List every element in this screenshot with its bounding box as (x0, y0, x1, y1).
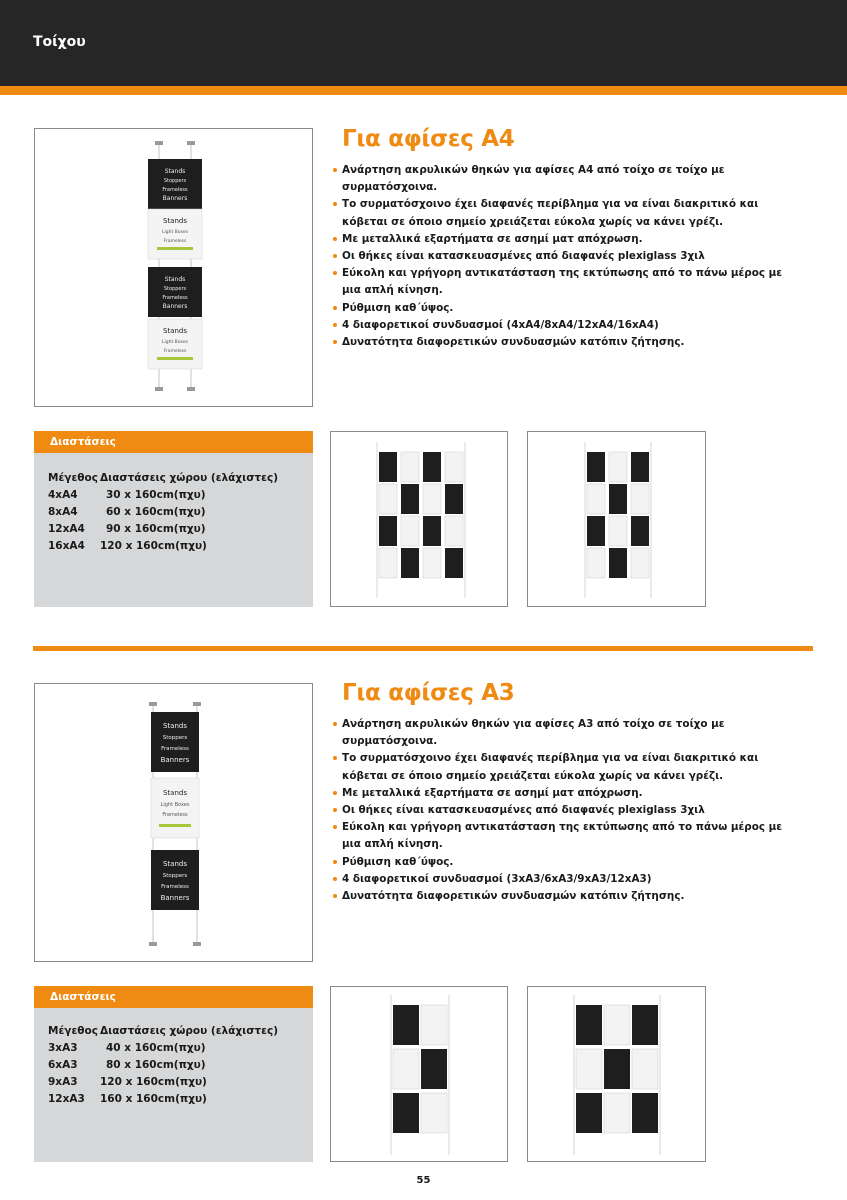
list-item: Εύκολη και γρήγορη αντικατάσταση της εκτύπωσης από το πάνω μέρος με μια απλή κίνηση. (333, 819, 803, 853)
list-item: Ανάρτηση ακρυλικών θηκών για αφίσες Α3 από τοίχο σε τοίχο με συρματόσχοινα. (333, 716, 803, 750)
list-item: Με μεταλλικά εξαρτήματα σε ασημί ματ απόχρωση. (333, 785, 803, 802)
list-item: Το συρματόσχοινο έχει διαφανές περίβλημα για να είναι διακριτικό και κόβεται σε όποιο σημείο χρειάζεται εύκολα χωρίς να κάνει γρέζι. (333, 750, 803, 784)
size-cell: 12xA4 (48, 523, 85, 536)
table-row (48, 1074, 278, 1091)
space-cell: 160 x 160cm(πχυ) (100, 1093, 207, 1106)
table-row (48, 503, 278, 520)
list-item: Ρύθμιση καθ΄ύψος. (333, 300, 803, 317)
svg-text:Banners: Banners (162, 195, 188, 202)
a3-main-product-photo (34, 683, 313, 962)
poster-dark-a3-2 (151, 850, 199, 910)
a3-grid-display-photo-1 (330, 986, 508, 1162)
svg-text:Frameless: Frameless (162, 812, 188, 818)
a3-feature-list (333, 716, 803, 905)
svg-text:Frameless: Frameless (161, 884, 189, 890)
a4-dimensions-title: Διαστάσεις (34, 431, 313, 453)
a3-heading: Για αφίσες Α3 (342, 680, 515, 706)
section-divider (33, 646, 813, 651)
size-cell: 3xA3 (48, 1041, 78, 1054)
svg-text:Light Boxes: Light Boxes (161, 340, 189, 345)
space-cell: 80 x 160cm(πχυ) (106, 1058, 206, 1071)
table-row (48, 521, 278, 538)
page-number: 55 (416, 1175, 431, 1186)
svg-text:Stands: Stands (162, 722, 188, 730)
table-header-row (48, 469, 278, 486)
list-item: Οι θήκες είναι κατασκευασμένες από διαφανές plexiglass 3χιλ (333, 248, 803, 265)
a3-grid-display-photo-2 (527, 986, 706, 1162)
svg-text:Stands: Stands (162, 789, 188, 797)
svg-text:Frameless: Frameless (163, 349, 187, 354)
size-cell: 12xA3 (48, 1093, 85, 1106)
list-item: 4 διαφορετικοί συνδυασμοί (4xA4/8xA4/12xA4/16xA4) (333, 317, 803, 334)
svg-text:Stoppers: Stoppers (163, 286, 187, 292)
column-header-space: Διαστάσεις χώρου (ελάχιστες) (100, 1024, 279, 1037)
svg-text:Stands: Stands (162, 327, 188, 335)
a3-dimensions-table (48, 1022, 278, 1108)
table-row (48, 1056, 278, 1073)
poster-light-2 (148, 319, 202, 369)
a4-grid-display-photo-1 (330, 431, 508, 607)
svg-text:Frameless: Frameless (162, 187, 188, 193)
table-header-row (48, 1022, 278, 1039)
list-item: Το συρματόσχοινο έχει διαφανές περίβλημα για να είναι διακριτικό και κόβεται σε όποιο σημείο χρειάζεται εύκολα χωρίς να κάνει γρέζι. (333, 196, 803, 230)
column-header-size: Μέγεθος (48, 471, 98, 484)
svg-text:Stoppers: Stoppers (163, 178, 187, 184)
poster-light-a3 (151, 778, 199, 838)
poster-light-1 (148, 209, 202, 259)
a3-dimensions-panel (34, 986, 313, 1162)
list-item: Ρύθμιση καθ΄ύψος. (333, 854, 803, 871)
poster-dark-1 (148, 159, 202, 209)
list-item: Ανάρτηση ακρυλικών θηκών για αφίσες Α4 από τοίχο σε τοίχο με συρματόσχοινα. (333, 162, 803, 196)
poster-dark-2 (148, 267, 202, 317)
svg-text:Stoppers: Stoppers (162, 873, 188, 879)
a3-single-column-display (35, 684, 313, 962)
size-cell: 4xA4 (48, 488, 78, 501)
list-item: Οι θήκες είναι κατασκευασμένες από διαφανές plexiglass 3χιλ (333, 802, 803, 819)
svg-text:Stoppers: Stoppers (162, 735, 188, 741)
list-item: 4 διαφορετικοί συνδυασμοί (3xA3/6xA3/9xA3/12xA3) (333, 871, 803, 888)
list-item: Δυνατότητα διαφορετικών συνδυασμών κατόπιν ζήτησης. (333, 334, 803, 351)
a4-grid-display-photo-2 (527, 431, 706, 607)
svg-text:Stands: Stands (164, 168, 186, 175)
list-item: Δυνατότητα διαφορετικών συνδυασμών κατόπιν ζήτησης. (333, 888, 803, 905)
svg-text:Frameless: Frameless (163, 239, 187, 244)
a4-main-product-photo (34, 128, 313, 407)
svg-text:Banners: Banners (160, 894, 190, 902)
table-row (48, 1091, 278, 1108)
space-cell: 90 x 160cm(πχυ) (106, 523, 206, 536)
svg-text:Banners: Banners (160, 756, 190, 764)
svg-text:Stands: Stands (162, 860, 188, 868)
svg-text:Frameless: Frameless (161, 746, 189, 752)
svg-text:Frameless: Frameless (162, 295, 188, 301)
size-cell: 16xA4 (48, 540, 85, 553)
a3-dimensions-title: Διαστάσεις (34, 986, 313, 1008)
page-header-bar (0, 0, 847, 86)
space-cell: 30 x 160cm(πχυ) (106, 488, 206, 501)
section-title: Τοίχου (33, 34, 86, 50)
a4-heading: Για αφίσες Α4 (342, 126, 515, 152)
size-cell: 9xA3 (48, 1076, 78, 1089)
svg-text:Light Boxes: Light Boxes (161, 230, 189, 235)
space-cell: 120 x 160cm(πχυ) (100, 1076, 207, 1089)
column-header-size: Μέγεθος (48, 1024, 98, 1037)
table-row (48, 486, 278, 503)
list-item: Με μεταλλικά εξαρτήματα σε ασημί ματ απόχρωση. (333, 231, 803, 248)
size-cell: 6xA3 (48, 1058, 78, 1071)
space-cell: 40 x 160cm(πχυ) (106, 1041, 206, 1054)
table-row (48, 1039, 278, 1056)
list-item: Εύκολη και γρήγορη αντικατάσταση της εκτύπωσης από το πάνω μέρος με μια απλή κίνηση. (333, 265, 803, 299)
a4-dimensions-table (48, 469, 278, 555)
a4-dimensions-panel (34, 431, 313, 607)
space-cell: 120 x 160cm(πχυ) (100, 540, 207, 553)
svg-text:Stands: Stands (164, 276, 186, 283)
svg-text:Banners: Banners (162, 303, 188, 310)
poster-dark-a3-1 (151, 712, 199, 772)
a4-single-column-display (35, 129, 313, 407)
size-cell: 8xA4 (48, 505, 78, 518)
header-accent-stripe (0, 86, 847, 95)
space-cell: 60 x 160cm(πχυ) (106, 505, 206, 518)
svg-text:Stands: Stands (162, 217, 188, 225)
column-header-space: Διαστάσεις χώρου (ελάχιστες) (100, 471, 279, 484)
a4-feature-list (333, 162, 803, 351)
table-row (48, 538, 278, 555)
svg-text:Light Boxes: Light Boxes (160, 802, 190, 808)
